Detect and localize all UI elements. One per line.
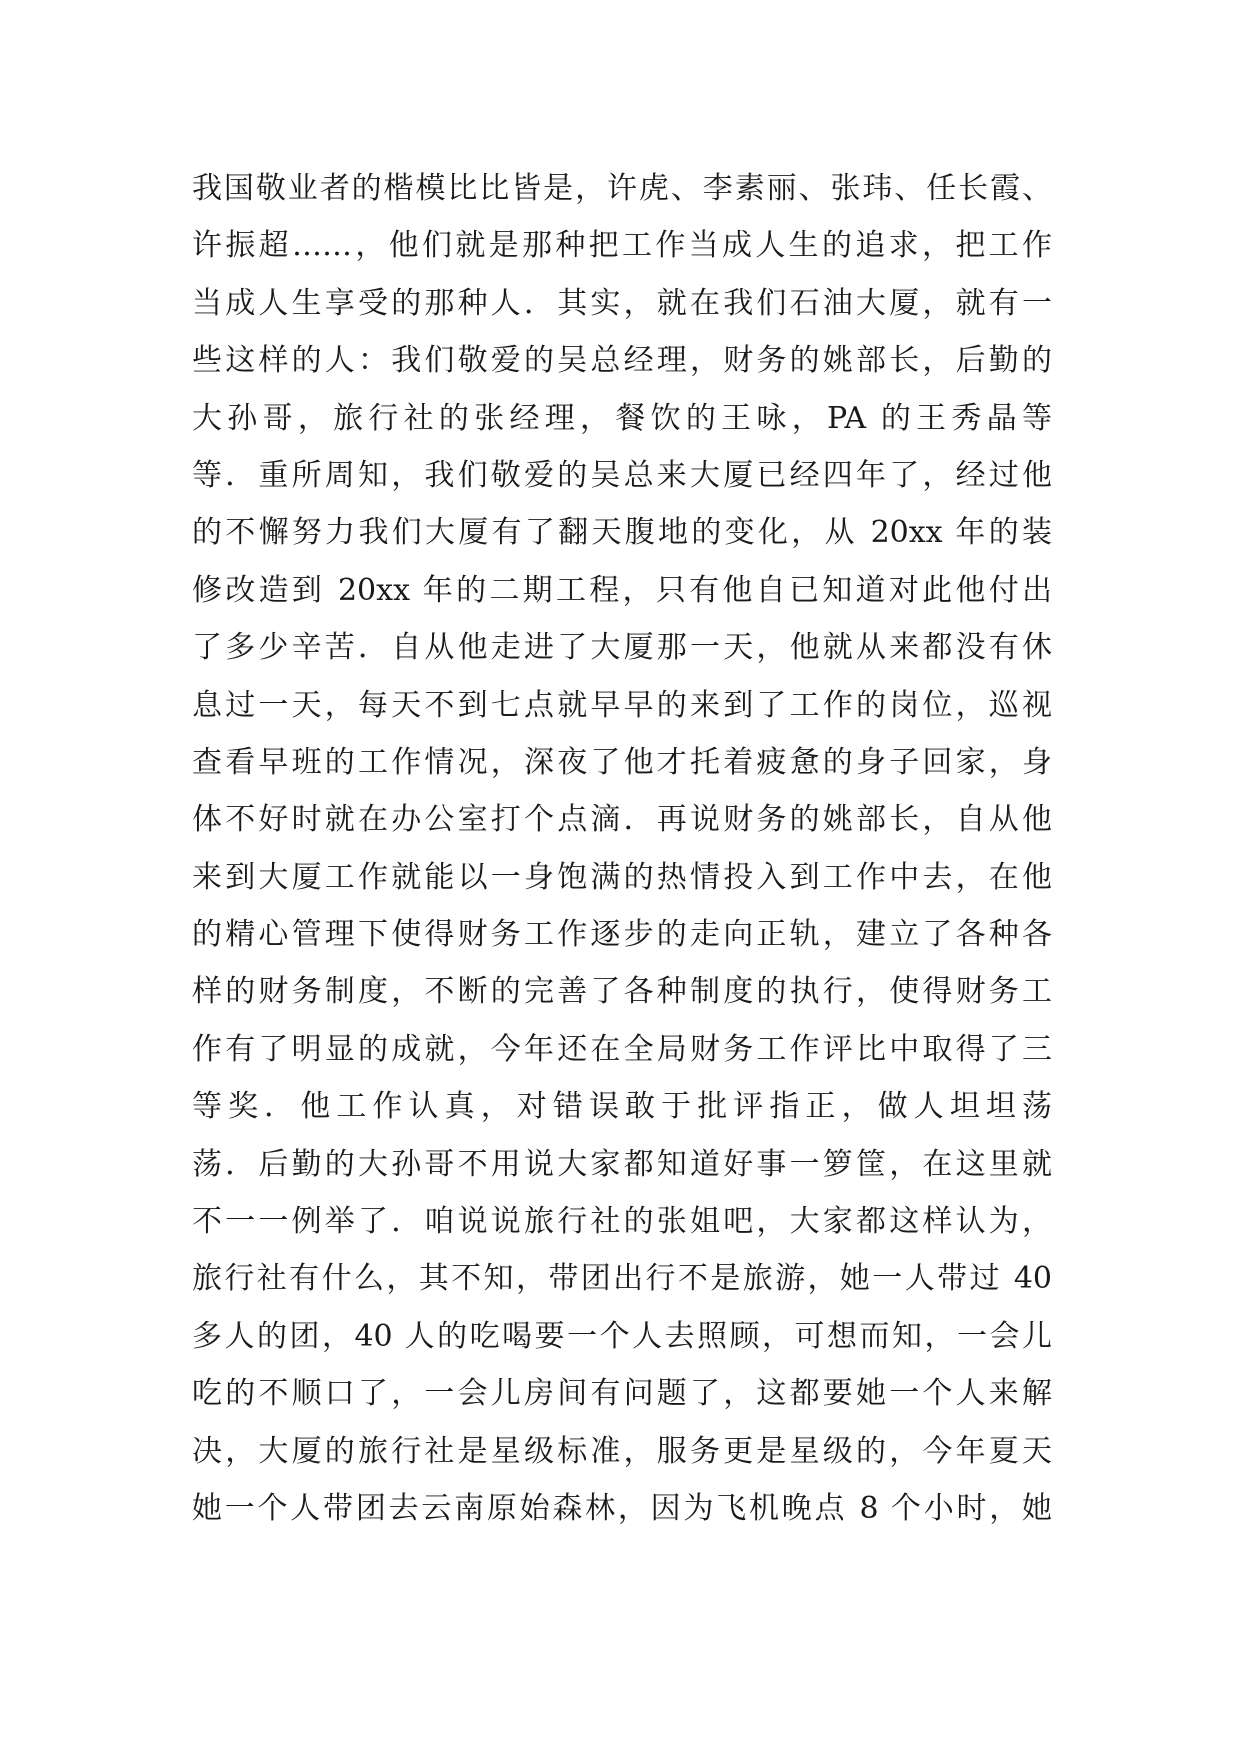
text-line: 来到大厦工作就能以一身饱满的热情投入到工作中去，在他 <box>192 859 1052 895</box>
text-line: 修改造到 20xx 年的二期工程，只有他自已知道对此他付出 <box>192 572 1052 608</box>
text-line: 吃的不顺口了，一会儿房间有问题了，这都要她一个人来解 <box>192 1376 1052 1412</box>
text-line: 她一个人带团去云南原始森林，因为飞机晚点 8 个小时，她 <box>192 1490 1052 1526</box>
text-line: 荡．后勤的大孙哥不用说大家都知道好事一箩筐，在这里就 <box>192 1146 1052 1182</box>
text-line: 样的财务制度，不断的完善了各种制度的执行，使得财务工 <box>192 974 1052 1010</box>
text-line: 等．重所周知，我们敬爱的吴总来大厦已经四年了，经过他 <box>192 457 1052 493</box>
text-line: 多人的团，40 人的吃喝要一个人去照顾，可想而知，一会儿 <box>192 1318 1052 1354</box>
text-line: 了多少辛苦．自从他走进了大厦那一天，他就从来都没有休 <box>192 630 1052 666</box>
text-line: 的精心管理下使得财务工作逐步的走向正轨，建立了各种各 <box>192 917 1052 953</box>
text-line: 等奖．他工作认真，对错误敢于批评指正，做人坦坦荡 <box>192 1089 1052 1125</box>
text-line: 当成人生享受的那种人．其实，就在我们石油大厦，就有一 <box>192 285 1052 321</box>
text-line: 作有了明显的成就，今年还在全局财务工作评比中取得了三 <box>192 1031 1052 1067</box>
text-line: 不一一例举了．咱说说旅行社的张姐吧，大家都这样认为， <box>192 1204 1052 1240</box>
text-line: 查看早班的工作情况，深夜了他才托着疲惫的身子回家，身 <box>192 744 1052 780</box>
text-line: 大孙哥，旅行社的张经理，餐饮的王咏，PA 的王秀晶等 <box>192 400 1052 436</box>
text-line: 些这样的人：我们敬爱的吴总经理，财务的姚部长，后勤的 <box>192 343 1052 379</box>
text-line: 决，大厦的旅行社是星级标准，服务更是星级的，今年夏天 <box>192 1433 1052 1469</box>
text-line: 旅行社有什么，其不知，带团出行不是旅游，她一人带过 40 <box>192 1261 1052 1297</box>
text-line: 我国敬业者的楷模比比皆是，许虎、李素丽、张玮、任长霞、 <box>192 171 1052 206</box>
text-line: 体不好时就在办公室打个点滴．再说财务的姚部长，自从他 <box>192 802 1052 838</box>
text-line: 许振超……，他们就是那种把工作当成人生的追求，把工作 <box>192 228 1052 264</box>
text-line: 的不懈努力我们大厦有了翻天腹地的变化，从 20xx 年的装 <box>192 515 1052 551</box>
text-line: 息过一天，每天不到七点就早早的来到了工作的岗位，巡视 <box>192 687 1052 723</box>
body-text <box>192 160 1052 1537</box>
